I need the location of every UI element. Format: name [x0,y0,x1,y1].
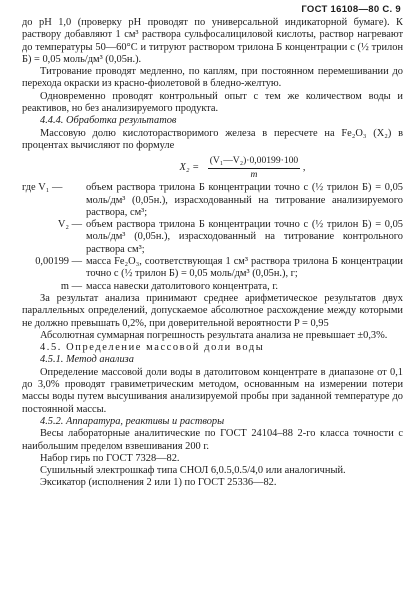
definition-symbol: V₂ — [57,219,82,231]
paragraph: За результат анализа принимают среднее арифметическое результатов двух параллельных определений, допускаемое абсолютное расхождение между которыми не должно превышать 0,2%, при доверительной вероятности P = 0,95 [22,292,403,329]
definition-symbol: m — [60,280,82,292]
definition-m [22,281,403,293]
section-heading-4-5-2: 4.5.2. Аппаратура, реактивы и растворы [40,415,225,427]
section-heading-4-4-4: 4.4.4. Обработка результатов [40,115,177,127]
section-heading-4-5-1: 4.5.1. Метод анализа [40,354,134,366]
definition-v2 [22,219,403,256]
formula-definitions [22,182,403,293]
definition-text: масса навески датолитового концентрата, г. [86,280,279,292]
definition-text: масса Fe₂O₃, соответствующая 1 см³ раствора трилона Б концентрации точно с (½ трилон Б) = 0,05 моль/дм³ (0,05н.), г; [86,256,403,280]
section-heading-4-5: 4.5. Определение массовой доли воды [40,342,265,354]
definition-v1 [22,182,403,219]
formula-x2 [82,155,403,179]
paragraph: Эксикатор (исполнения 2 или 1) по ГОСТ 25336—82. [40,477,277,489]
definition-symbol: где V₁ — [22,182,63,194]
paragraph: до рН 1,0 (проверку рН проводят по универсальной индикаторной бумаге). К раствору добавляют 1 см³ раствора сульфосалициловой кислоты, раствор нагревают до температуры 50—60°С и титруют раствором трилона Б концентрации с (½ трилон Б) = 0,05 моль/дм³ (0,05н.). [22,17,403,65]
paragraph: Массовую долю кислоторастворимого железа в пересчете на Fe₂O₃ (X₂) в процентах вычисляют по формуле [22,127,403,151]
formula-lhs: X₂ = [179,161,200,173]
paragraph: Титрование проводят медленно, по каплям, при постоянном перемешивании до перехода окраски из красно-фиолетовой в бледно-желтую. [22,66,403,90]
paragraph: Абсолютная суммарная погрешность результата анализа не превышает ±0,3%. [40,329,388,341]
definition-text: объем раствора трилона Б концентрации точно с (½ трилон Б) = 0,05 моль/дм³ (0,05н.), израсходованный на титрование контрольного раствора см³; [86,219,403,255]
paragraph: Одновременно проводят контрольный опыт с тем же количеством воды и реактивов, но без анализируемого продукта. [22,90,403,115]
formula-denominator: m [250,168,258,180]
page-header: ГОСТ 16108—80 С. 9 [301,4,401,15]
formula-numerator: (V₁—V₂)·0,00199·100 [208,155,301,168]
paragraph: Набор гирь по ГОСТ 7328—82. [40,452,180,464]
definition-text: объем раствора трилона Б концентрации точно с (½ трилон Б) = 0,05 моль/дм³ (0,05н.), израсходованный на титрование анализируемого раствора, см³; [86,182,403,218]
formula-fraction [208,155,301,181]
paragraph: Сушильный электрошкаф типа СНОЛ 6,0.5,0.5/4,0 или аналогичный. [40,465,346,477]
definition-constant [22,256,403,281]
paragraph: Весы лабораторные аналитические по ГОСТ 24104–88 2-го класса точности с наибольшим пределом взвешивания 200 г. [22,428,403,452]
definition-symbol: 0,00199 — [35,256,82,268]
formula-tail: , [302,162,306,174]
paragraph: Определение массовой доли воды в датолитовом концентрате в диапазоне от 0,1 до 3,0% проводят гравиметрическим методом, основанным на измерении потери массы воды путем высушивания анализируемой пробы при заданной температуре до постоянной массы. [22,366,403,415]
